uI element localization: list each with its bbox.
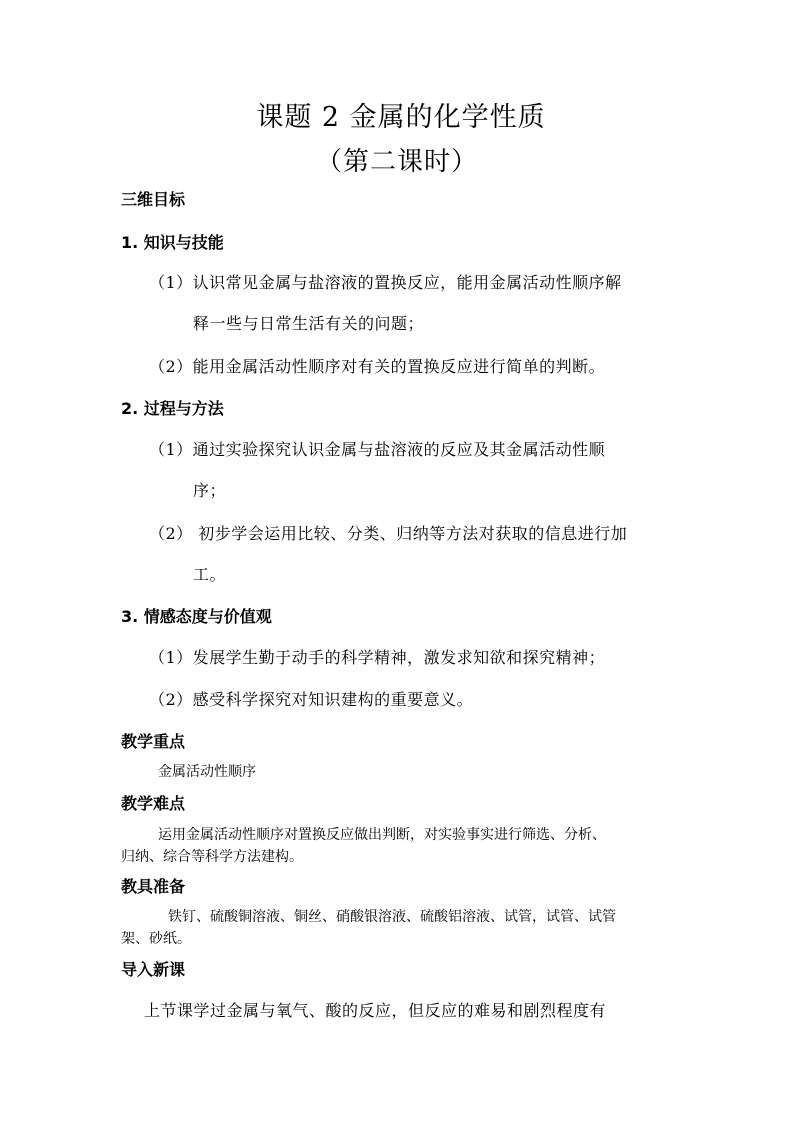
process-item-2-line-1: （2） 初步学会运用比较、分类、归纳等方法对获取的信息进行加 <box>149 524 628 543</box>
difficulty-heading: 教学难点 <box>121 794 186 813</box>
key-point-text: 金属活动性顺序 <box>158 764 256 780</box>
document-subtitle: （第二课时） <box>315 147 478 177</box>
process-item-1-line-1: （1）通过实验探究认识金属与盐溶液的反应及其金属活动性顺 <box>149 440 606 459</box>
materials-line-1: 铁钉、硫酸铜溶液、铜丝、硝酸银溶液、硫酸铝溶液、试管，试管、试管 <box>168 909 616 925</box>
process-item-2-line-2: 工。 <box>193 565 227 584</box>
intro-line-1: 上节课学过金属与氧气、酸的反应，但反应的难易和剧烈程度有 <box>144 1001 607 1020</box>
materials-line-2: 架、砂纸。 <box>121 931 191 947</box>
key-point-heading: 教学重点 <box>121 732 186 751</box>
process-item-1-line-2: 序； <box>193 481 227 500</box>
knowledge-heading: 1. 知识与技能 <box>121 233 224 252</box>
document-title: 课题 2 金属的化学性质 <box>256 102 546 133</box>
process-heading: 2. 过程与方法 <box>121 399 224 418</box>
materials-heading: 教具准备 <box>121 877 186 896</box>
emotion-heading: 3. 情感态度与价值观 <box>121 607 272 626</box>
knowledge-item-2: （2）能用金属活动性顺序对有关的置换反应进行简单的判断。 <box>149 357 606 376</box>
difficulty-line-2: 归纳、综合等科学方法建构。 <box>121 849 303 865</box>
difficulty-line-1: 运用金属活动性顺序对置换反应做出判断，对实验事实进行筛选、分析、 <box>158 827 606 843</box>
emotion-item-2: （2）感受科学探究对知识建构的重要意义。 <box>149 690 474 709</box>
knowledge-item-1-line-2: 释一些与日常生活有关的问题； <box>193 314 425 333</box>
objectives-heading: 三维目标 <box>121 190 186 209</box>
intro-heading: 导入新课 <box>121 960 186 979</box>
knowledge-item-1-line-1: （1）认识常见金属与盐溶液的置换反应，能用金属活动性顺序解 <box>149 273 622 292</box>
emotion-item-1: （1）发展学生勤于动手的科学精神，激发求知欲和探究精神； <box>149 648 606 667</box>
